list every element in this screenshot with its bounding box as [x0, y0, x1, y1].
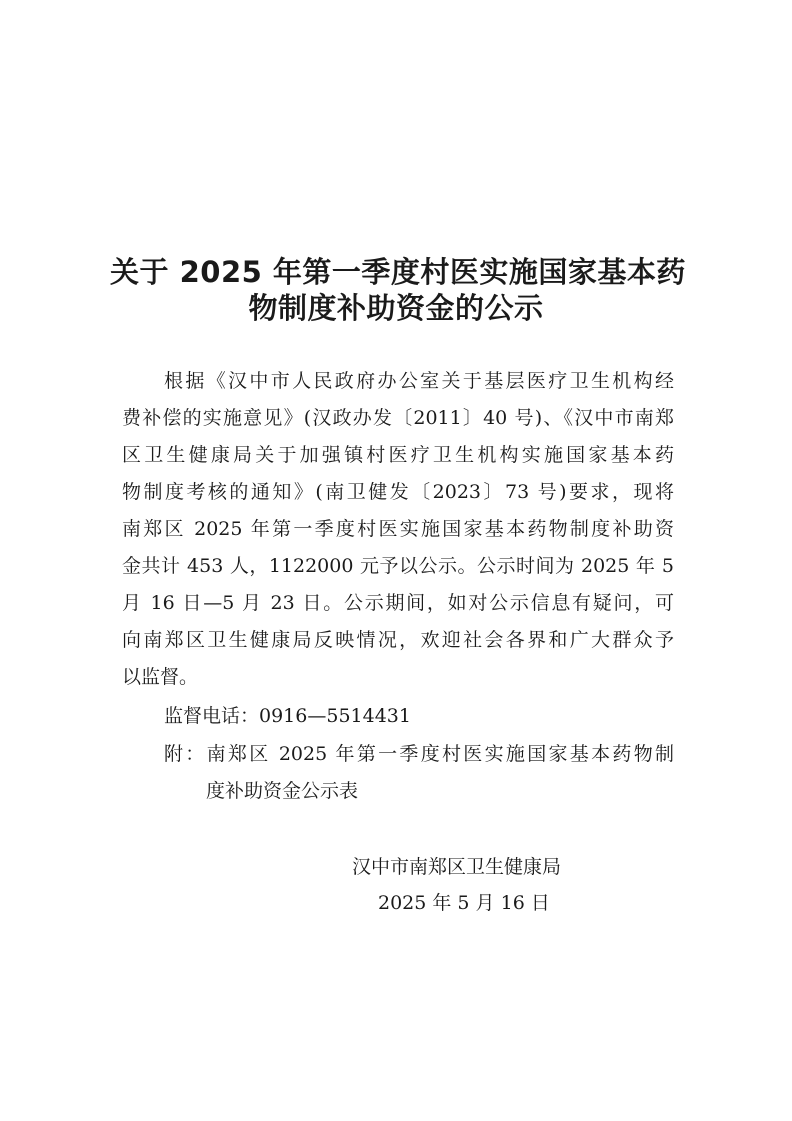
body-line: 根据《汉中市人民政府办公室关于基层医疗卫生机构经 — [164, 370, 674, 392]
body-line: 以监督。 — [122, 666, 199, 688]
body-line: 金共计 453 人，1122000 元予以公示。公示时间为 2025 年 5 — [122, 555, 674, 577]
body-line: 费补偿的实施意见》(汉政办发〔2011〕40 号)、《汉中市南郑 — [122, 407, 674, 429]
body-line: 南郑区 2025 年第一季度村医实施国家基本药物制度补助资 — [122, 518, 674, 540]
issue-date: 2025 年 5 月 16 日 — [378, 892, 550, 914]
document-title-line-2: 物制度补助资金的公示 — [248, 291, 544, 325]
body-line: 区卫生健康局关于加强镇村医疗卫生机构实施国家基本药 — [122, 444, 674, 466]
body-line: 向南郑区卫生健康局反映情况，欢迎社会各界和广大群众予 — [122, 629, 674, 651]
contact-phone: 监督电话：0916—5514431 — [164, 705, 411, 727]
body-line: 月 16 日—5 月 23 日。公示期间，如对公示信息有疑问，可 — [122, 592, 674, 614]
body-line: 物制度考核的通知》(南卫健发〔2023〕73 号)要求，现将 — [122, 481, 674, 503]
document-title-line-1: 关于 2025 年第一季度村医实施国家基本药 — [110, 255, 686, 289]
issuer-name: 汉中市南郑区卫生健康局 — [352, 856, 562, 878]
attachment-line-1: 附：南郑区 2025 年第一季度村医实施国家基本药物制 — [164, 743, 674, 765]
attachment-line-2: 度补助资金公示表 — [206, 780, 359, 802]
